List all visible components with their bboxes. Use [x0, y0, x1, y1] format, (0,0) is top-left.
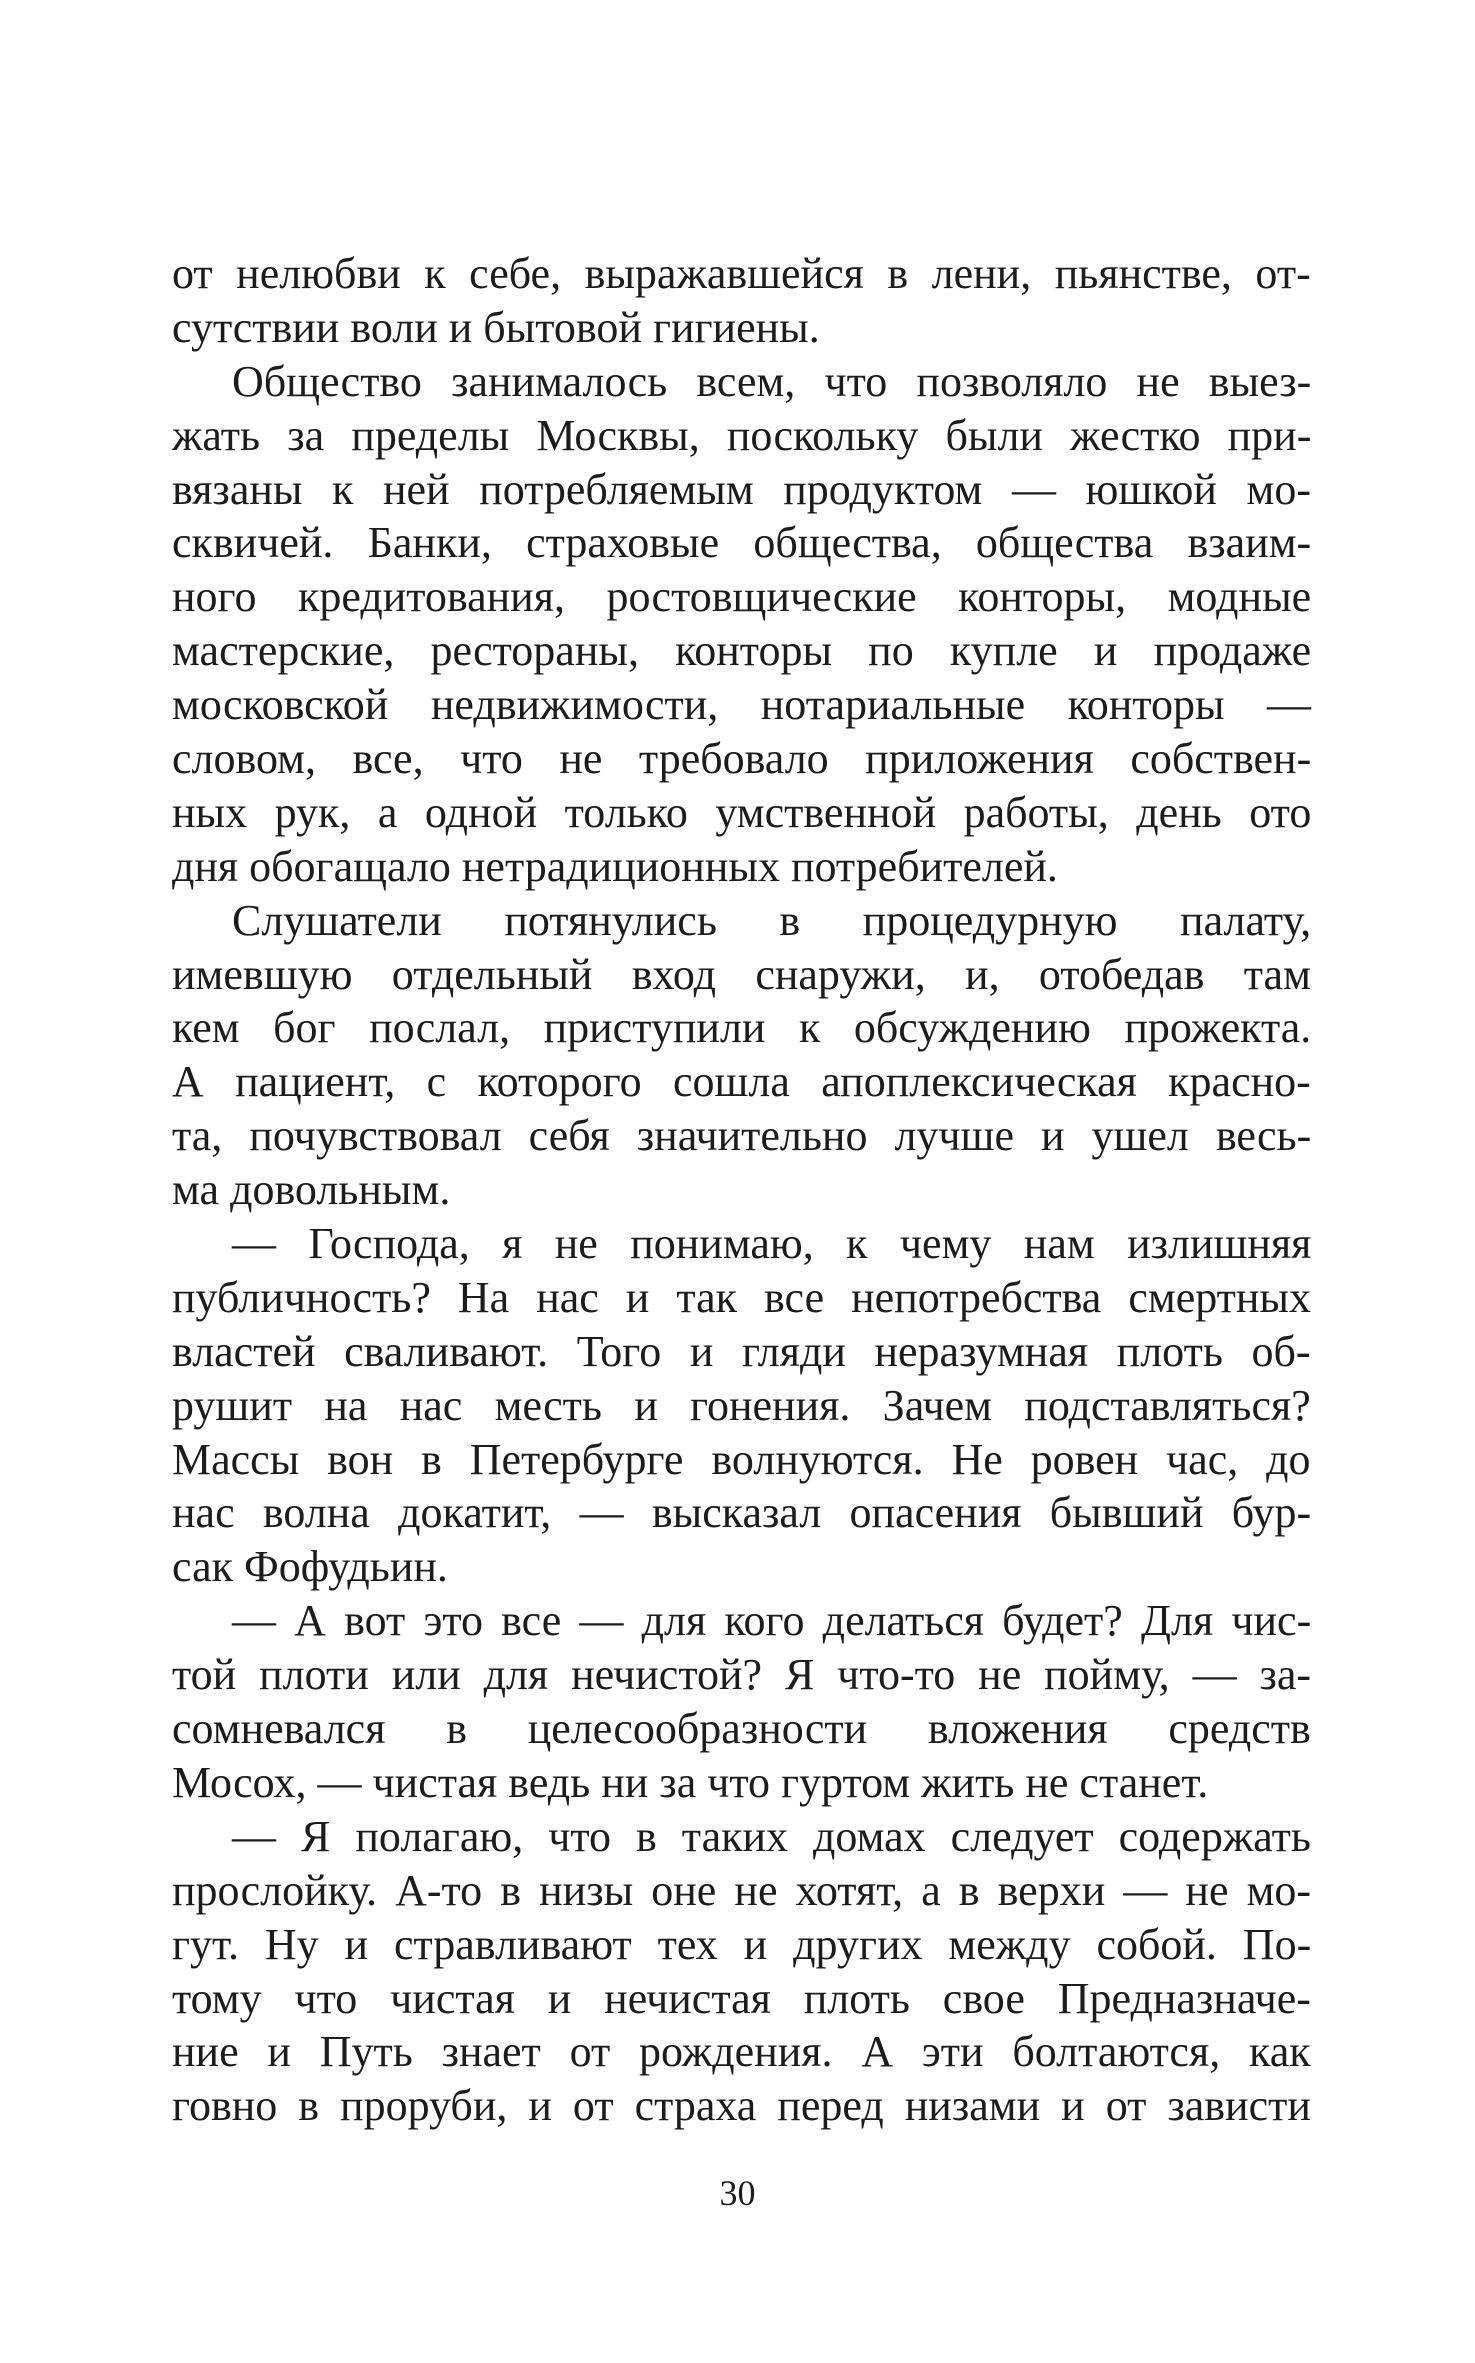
text-line: ного кредитования, ростовщические конторы, модные: [172, 572, 1312, 622]
text-line: словом, все, что не требовало приложения собствен-: [172, 734, 1312, 784]
text-line: — Я полагаю, что в таких домах следует содержать: [232, 1811, 1311, 1861]
text-line: сомневался в целесообразности вложения средств: [172, 1704, 1311, 1754]
text-line: от нелюбви к себе, выражавшейся в лени, пьянстве, от-: [172, 249, 1311, 298]
text-line: тому что чистая и нечистая плоть свое Предназначе-: [172, 1973, 1311, 2023]
text-line: Мосох, — чистая ведь ни за что гуртом жить не станет.: [172, 1757, 1209, 1807]
text-line: московской недвижимости, нотариальные конторы —: [172, 680, 1312, 730]
page-number: 30: [719, 2173, 756, 2213]
text-line: Общество занималось всем, что позволяло не выез-: [232, 356, 1312, 406]
text-line: сквичей. Банки, страховые общества, общества взаим-: [172, 518, 1312, 568]
text-line: рушит на нас месть и гонения. Зачем подставляться?: [172, 1380, 1311, 1430]
text-line: нас волна докатит, — высказал опасения бывший бур-: [172, 1488, 1312, 1538]
text-line: А пациент, с которого сошла апоплексическая красно-: [172, 1057, 1311, 1107]
text-line: публичность? На нас и так все непотребства смертных: [172, 1272, 1311, 1322]
text-line: властей сваливают. Того и гляди неразумная плоть об-: [172, 1326, 1311, 1376]
text-line: ных рук, а одной только умственной работы, день ото: [172, 787, 1312, 837]
text-line: ние и Путь знает от рождения. А эти болтаются, как: [172, 2027, 1311, 2077]
text-line: имевшую отдельный вход снаружи, и, отобедав там: [172, 949, 1311, 999]
text-line: Слушатели потянулись в процедурную палату,: [232, 895, 1312, 945]
text-line: — А вот это все — для кого делаться будет? Для чис-: [232, 1596, 1312, 1646]
text-line: ма довольным.: [172, 1165, 451, 1215]
body-text: [172, 247, 1311, 2133]
text-line: той плоти или для нечистой? Я что-то не пойму, — за-: [172, 1650, 1312, 1700]
text-line: прослойку. А-то в низы оне не хотят, а в верхи — не мо-: [172, 1865, 1312, 1915]
text-line: сутствии воли и бытовой гигиены.: [172, 302, 820, 352]
text-line: жать за пределы Москвы, поскольку были жестко при-: [172, 410, 1312, 460]
text-line: дня обогащало нетрадиционных потребителей.: [172, 841, 1058, 891]
text-line: вязаны к ней потребляемым продуктом — юшкой мо-: [172, 464, 1312, 514]
text-line: Массы вон в Петербурге волнуются. Не ровен час, до: [172, 1434, 1311, 1484]
text-line: та, почувствовал себя значительно лучше и ушел весь-: [172, 1111, 1312, 1161]
text-line: говно в проруби, и от страха перед низами и от зависти: [172, 2081, 1311, 2131]
text-line: — Господа, я не понимаю, к чему нам излишняя: [232, 1219, 1312, 1269]
text-line: гут. Ну и стравливают тех и других между собой. По-: [172, 1919, 1312, 1969]
text-line: кем бог послал, приступили к обсуждению прожекта.: [172, 1003, 1312, 1053]
text-line: сак Фофудьин.: [172, 1542, 448, 1592]
text-line: мастерские, рестораны, конторы по купле и продаже: [172, 626, 1312, 676]
